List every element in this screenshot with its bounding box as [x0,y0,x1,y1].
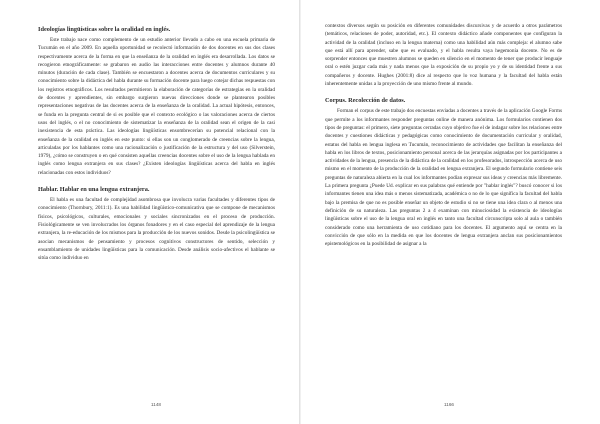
right-page [325,22,562,387]
paragraph: contextos diversos según su posición en diferentes comunidades discursivas y de acuerdo a otros parámetros (temáticos, relaciones de poder, autoridad, etc.). El contexto didáctico añade componentes que configuran la actividad de la oralidad (incluso en la lengua materna) como una habilidad aún más compleja: el alumno sabe que está allí para aprender, sabe que es evaluado, y el habla resulta vaya hegemonía docente. No es de sorprender entonces que muestren alumnos se queden en silencio en el momento de tener que producir lenguaje oral o estén juzgar cada más y nada menos que la exposición de su propio yo y de su identidad frente a sus compañeros y docente. Hughes (2001:8) dice al respecto que lo voz humana y la facultad del habla están inherentemente unidas a la proyección de uno mismo frente al mundo. [325,23,562,88]
page-number-right: 1166 [444,402,454,407]
spacer [325,88,562,97]
paragraph: Forman el corpus de este trabajo dos encuestas enviadas a docentes a través de la aplicación Google Forms que permite a los informantes responder preguntas online de manera anónima. Los formularios contienen dos tipos de preguntas: el primero, siete preguntas cerradas cuyo objetivo fue el de indagar sobre los relaciones entre docentes y cuestiones didácticas y pedagógicas como conocimiento de documentación curricular y oralidad, estatus del habla en lengua inglesa en Tucumán, reconocimiento de actividades que facilitan la enseñanza del habla en los libros de textos, posicionamiento personal acerca de las jerarquías asignadas por los participantes a actividades de la lengua, presencia de la didáctica de la oralidad en los profesorados, introspección acerca de uso mismo en el momento de la producción de la oralidad en lengua extranjera. El segundo formulario contiene seis preguntas de naturaleza abierta en la cual los informantes podían expresar sus ideas y creencias más libremente. La primera pregunta ¿Puede Ud. explicar en sus palabras qué entiende por "hablar inglés"? buscó conocer si los informantes tienen una idea más o menos sistematizada, académica o no de lo que significa la facultad del habla bajo la premisa de que no es posible enseñar un objeto de estudio si no se tiene una idea clara o al menos una definición de su naturaleza. Las preguntas 2 a 4 examinan con minuciosidad la existencia de ideologías lingüísticas sobre el uso de la lengua oral en inglés en tanto una facultad circunscripta solo al aula o también considerado como una herramienta de uso cotidiano para los docentes. El argumento aquí se centra en la convicción de que sólo en la medida en que los docentes de lengua extranjera anclan sus posicionamientos epistemológicos en la posibilidad de asignar a la [325,108,562,248]
page-gutter [299,0,301,424]
paragraph: Este trabajo nace como complemento de un estudio anterior llevado a cabo en una escuela primaria de Tucumán en el año 2009. En aquella oportunidad se recolectó información de dos docentes en sus dos clases respectivamente acerca de la forma en que la enseñanza de la oralidad en inglés era desarrollada. Los datos se recogieron etnográficamente: se grabaron en audio las interacciones entre docentes y alumnos durante 40 minutos (duración de cada clase). También se encuestaron a docentes acerca de documentos curriculares y su conocimiento sobre la didáctica del habla durante su formación docente para luego cotejar dichas respuestas con los registros etnográficos. Los resultados permitieron la elaboración de categorías de estrategias en la oralidad de docentes y aprendientes, sin embargo surgieron nuevas direcciones donde se plantearon posibles representaciones negativas de las docentes acerca de la enseñanza de la oralidad. La actual hipótesis, entonces, se funda en la pregunta central de si es posible que el contexto ecológico o las valoraciones acerca de ciertos usos del inglés, o el no conocimiento de sistematizar la enseñanza de la oralidad sean el origen de la casi inexistencia de esta práctica. Las ideologías lingüísticas ensombrecerían su potencial relacional con la enseñanza de la oralidad en inglés en este punto: si ellas son un conglomerado de creencias sobre la lengua, articuladas por los hablantes como una racionalización o justificación de la estructura y del uso (Silverstein, 1979), ¿cómo se construyen o en qué consisten aquellas creencias docentes sobre el uso de la lengua hablada en inglés como lengua extranjera en sus clases? ¿Existen ideologías lingüísticas acerca del habla en inglés relacionadas con estos individuos? [38,37,275,176]
page-number-left: 1148 [151,402,161,407]
section-heading-corpus: Corpus. Recolección de datos. [325,97,406,105]
spacer [38,177,275,186]
section-heading-hablar: Hablar. Hablar en una lengua extranjera. [38,186,150,194]
section-heading-ideologias: Ideologías lingüísticas sobre la oralidad en inglés. [38,26,171,33]
left-page [38,26,275,391]
paragraph: El habla es una facultad de complejidad asombrosa que involucra varias facultades y diferentes tipos de conocimiento (Thornbury, 2011:1). Es una habilidad lingüístico-comunicativa que se compone de mecanismos físicos, psicológicos, culturales, emocionales y sociales sincronizados en el proceso de producción. Fisiológicamente se ven involucrados los órganos fonadores y en el caso especial del aprendizaje de la lengua extranjera, la re-educación de los mismos para la producción de los nuevos sonidos. Desde la psicolingüística se asocian mecanismos de pensamiento y procesos cognitivos constructores de sentido, selección y ensamblamiento de unidades lingüísticas para la comunicación. Desde análisis socio-afectivos el hablante se sitúa como individuo en [38,197,275,262]
